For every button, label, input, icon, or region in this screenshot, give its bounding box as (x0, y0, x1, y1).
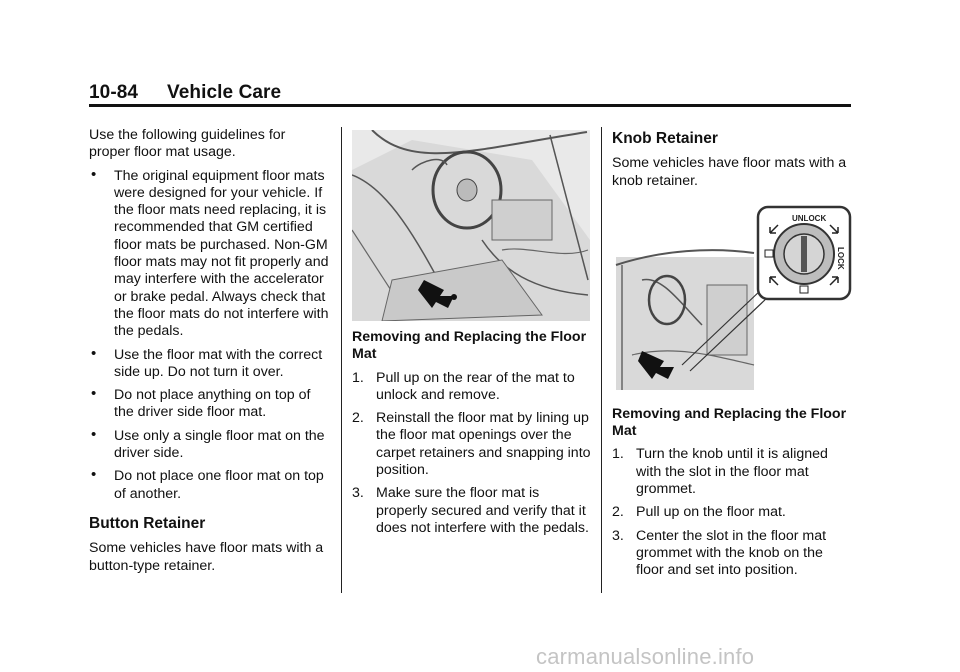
bullet-item (89, 468, 329, 503)
step-text: Reinstall the floor mat by lining up the floor mat openings over the carpet retainers and snapping into position. (376, 410, 591, 479)
bullet-item (89, 165, 329, 341)
bullet-icon: • (91, 385, 97, 403)
step-item (352, 485, 592, 537)
lock-label: LOCK (836, 247, 845, 270)
step-number: 2. (612, 504, 624, 521)
figure-caption: Removing and Replacing the Floor Mat (612, 405, 847, 440)
bullet-text: Do not place one floor mat on top of another. (114, 468, 324, 502)
button-retainer-heading: Button Retainer (89, 514, 206, 532)
page-number: 10-84 (89, 82, 139, 103)
step-text: Pull up on the floor mat. (636, 504, 786, 521)
step-number: 3. (352, 485, 364, 502)
intro-text: Use the following guidelines for proper floor mat usage. (89, 127, 286, 161)
bullet-icon: • (91, 344, 97, 362)
bullet-icon: • (91, 425, 97, 443)
step-number: 1. (352, 369, 364, 386)
step-number: 3. (612, 527, 624, 544)
column-divider (341, 127, 342, 593)
figure-caption: Removing and Replacing the Floor Mat (352, 329, 587, 363)
column-2 (352, 329, 592, 543)
unlock-label: UNLOCK (792, 214, 827, 223)
bullet-icon: • (91, 466, 97, 484)
bullet-text: Do not place anything on top of the driver side floor mat. (114, 387, 311, 421)
step-item (612, 504, 852, 521)
bullet-item (89, 425, 329, 463)
column-1 (89, 127, 329, 581)
watermark: carmanualsonline.info (536, 644, 755, 669)
page-header (89, 82, 281, 104)
step-item (352, 410, 592, 479)
bullet-item (89, 344, 329, 382)
bullet-text: The original equipment floor mats were designed for your vehicle. If the floor mats need replacing, it is recommended that GM certified floor mats be purchased. Non-GM floor mats may not fit properly and may interfere with the accelerator or brake pedal. Always check that the floor mats do not interfere with the pedals. (114, 167, 329, 340)
bullet-text: Use only a single floor mat on the driver side. (114, 427, 325, 462)
step-text: Make sure the floor mat is properly secured and verify that it does not interfere with the pedals. (376, 485, 589, 536)
step-text: Turn the knob until it is aligned with the slot in the floor mat grommet. (636, 446, 828, 498)
step-number: 1. (612, 446, 624, 463)
section-title: Vehicle Care (167, 82, 282, 103)
bullet-text: Use the floor mat with the correct side up. Do not turn it over. (114, 346, 323, 380)
bullet-icon: • (91, 165, 97, 183)
column-divider (601, 127, 602, 593)
step-text: Center the slot in the floor mat grommet with the knob on the floor and set into position. (636, 527, 827, 579)
knob-retainer-heading: Knob Retainer (612, 130, 718, 147)
knob-retainer-illustration (612, 205, 852, 392)
step-text: Pull up on the rear of the mat to unlock and remove. (376, 369, 575, 403)
step-item (352, 370, 592, 405)
step-item (612, 446, 852, 498)
button-retainer-illustration (352, 130, 590, 321)
button-retainer-text: Some vehicles have floor mats with a button-type retainer. (89, 540, 324, 574)
step-number: 2. (352, 410, 364, 427)
header-rule (89, 104, 851, 107)
knob-retainer-text: Some vehicles have floor mats with a knob retainer. (612, 155, 847, 189)
bullet-item (89, 387, 329, 422)
step-item (612, 528, 852, 580)
